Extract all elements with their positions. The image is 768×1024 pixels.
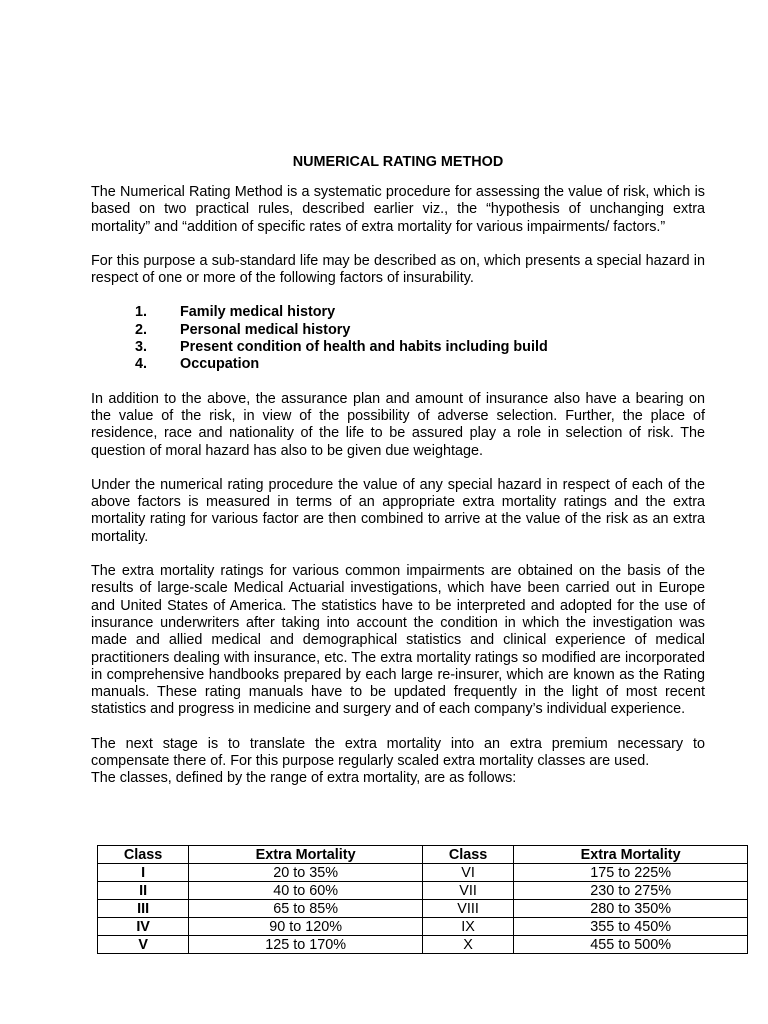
paragraph-extra-premium: The next stage is to translate the extra mortality into an extra premium necessary to compensate there of. For this purpose regularly scaled extra mortality classes are used. bbox=[91, 735, 705, 770]
table-header-row bbox=[98, 846, 748, 864]
table-cell-class: VIII bbox=[422, 900, 513, 918]
paragraph-intro: The Numerical Rating Method is a systematic procedure for assessing the value of risk, which is based on two practical rules, described earlier viz., the “hypothesis of unchanging extra mortality” and “addition of specific rates of extra mortality for various impairments/ factors.” bbox=[91, 184, 705, 235]
page-title: NUMERICAL RATING METHOD bbox=[292, 154, 504, 170]
table-cell-class: X bbox=[422, 936, 513, 954]
table-cell-class: III bbox=[98, 900, 189, 918]
extra-mortality-table-wrapper bbox=[97, 845, 748, 954]
table-row bbox=[98, 882, 748, 900]
paragraph-plan-and-amount: In addition to the above, the assurance plan and amount of insurance also have a bearing on the value of the risk, in view of the possibility of adverse selection. Further, the place of residence, race and nationality of the life to be assured play a role in selection of risk. The question of moral hazard has also to be given due weightage. bbox=[91, 390, 705, 459]
table-cell-class: I bbox=[98, 864, 189, 882]
column-header-class: Class bbox=[98, 846, 189, 864]
table-cell-class: VI bbox=[422, 864, 513, 882]
list-item-number: 2. bbox=[135, 321, 148, 338]
factors-list bbox=[91, 304, 705, 373]
list-item bbox=[91, 304, 705, 321]
list-item-label: Family medical history bbox=[180, 304, 336, 321]
paragraph-rating-procedure: Under the numerical rating procedure the value of any special hazard in respect of each of the above factors is measured in terms of an appropriate extra mortality ratings and the extra mortality rating for various factor are then combined to arrive at the value of the risk as an extra mortality. bbox=[91, 476, 705, 545]
list-item-label: Occupation bbox=[180, 356, 260, 373]
table-cell-extra-mortality: 280 to 350% bbox=[514, 900, 748, 918]
paragraph-rating-manuals: The extra mortality ratings for various common impairments are obtained on the basis of the results of large-scale Medical Actuarial investigations, which have been carried out in Europe and United States of America. The statistics have to be interpreted and adopted for the use of insurance underwriters after taking into account the condition in which the investigation was made and allied medical and demographical statistics and clinical experience of medical practitioners dealing with insurance, etc. The extra mortality ratings so modified are incorporated in comprehensive handbooks prepared by each large re-insurer, which are known as the Rating manuals. These rating manuals have to be updated frequently in the light of most recent statistics and progress in medicine and surgery and of each company’s individual experience. bbox=[91, 563, 705, 718]
table-row bbox=[98, 918, 748, 936]
table-row bbox=[98, 900, 748, 918]
table-cell-extra-mortality: 230 to 275% bbox=[514, 882, 748, 900]
list-item-label: Present condition of health and habits including build bbox=[180, 339, 548, 356]
column-header-class: Class bbox=[422, 846, 513, 864]
table-cell-class: VII bbox=[422, 882, 513, 900]
column-header-extra-mortality: Extra Mortality bbox=[514, 846, 748, 864]
paragraph-substandard-life: For this purpose a sub-standard life may be described as on, which presents a special hazard in respect of one or more of the following factors of insurability. bbox=[91, 252, 705, 287]
table-cell-extra-mortality: 455 to 500% bbox=[514, 936, 748, 954]
list-item-label: Personal medical history bbox=[180, 321, 351, 338]
table-cell-extra-mortality: 175 to 225% bbox=[514, 864, 748, 882]
table-cell-class: IX bbox=[422, 918, 513, 936]
list-item bbox=[91, 339, 705, 356]
list-item-number: 4. bbox=[135, 356, 148, 373]
list-item-number: 3. bbox=[135, 339, 148, 356]
table-cell-extra-mortality: 355 to 450% bbox=[514, 918, 748, 936]
list-item bbox=[91, 356, 705, 373]
table-row bbox=[98, 864, 748, 882]
column-header-extra-mortality: Extra Mortality bbox=[189, 846, 423, 864]
list-item bbox=[91, 322, 705, 339]
table-cell-extra-mortality: 40 to 60% bbox=[189, 882, 423, 900]
table-cell-class: V bbox=[98, 936, 189, 954]
table-cell-class: IV bbox=[98, 918, 189, 936]
table-cell-extra-mortality: 125 to 170% bbox=[189, 936, 423, 954]
table-row bbox=[98, 936, 748, 954]
table-cell-extra-mortality: 65 to 85% bbox=[189, 900, 423, 918]
table-cell-class: II bbox=[98, 882, 189, 900]
paragraph-classes-intro: The classes, defined by the range of extra mortality, are as follows: bbox=[91, 770, 517, 787]
document-page bbox=[91, 154, 705, 788]
table-cell-extra-mortality: 90 to 120% bbox=[189, 918, 423, 936]
extra-mortality-table bbox=[97, 845, 748, 954]
list-item-number: 1. bbox=[135, 304, 148, 321]
table-cell-extra-mortality: 20 to 35% bbox=[189, 864, 423, 882]
